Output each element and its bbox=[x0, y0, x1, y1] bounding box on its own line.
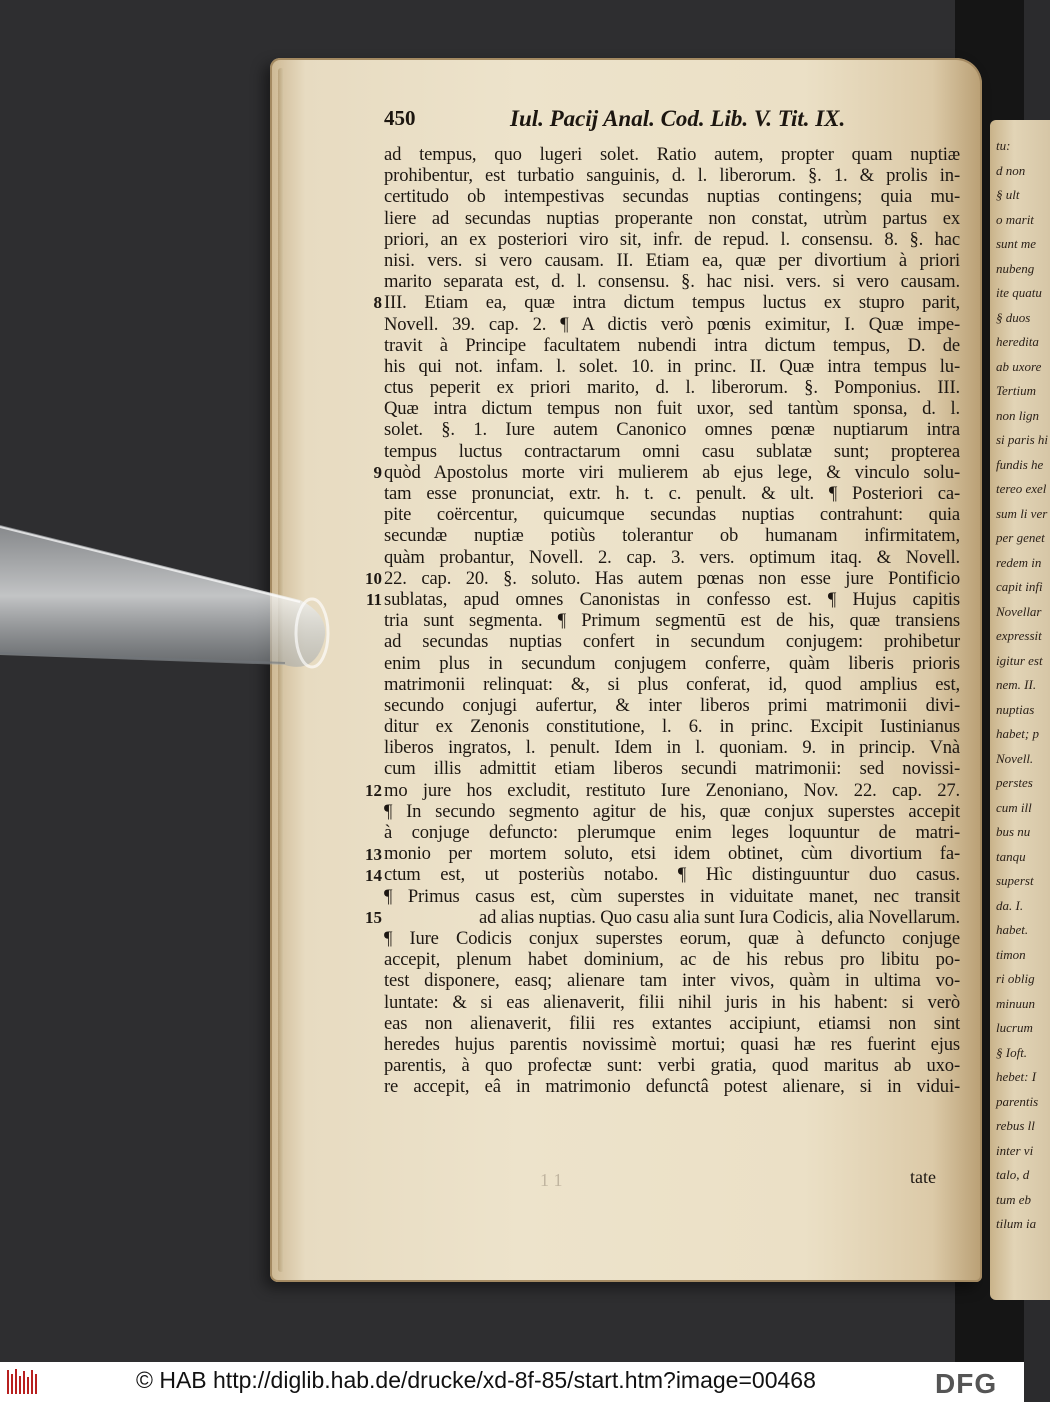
text-line: nisi. vers. si vero causam. II. Etiam ea, quæ per divortium à priori bbox=[384, 249, 960, 271]
adjacent-page-fragment: timon bbox=[996, 946, 1026, 962]
adjacent-page-fragment: ri oblig bbox=[996, 971, 1035, 986]
text-line: parentis, à quo profectæ sunt: verbi gratia, quod maritus ab uxo- bbox=[384, 1055, 960, 1077]
adjacent-page-fragment: Novellar bbox=[996, 603, 1042, 619]
adjacent-page-fragment: Tertium bbox=[996, 383, 1036, 398]
text-line: ¶ Primus casus est, cùm superstes in viduitate manet, nec transit bbox=[384, 885, 960, 907]
adjacent-page-fragment: ite quatu bbox=[996, 285, 1042, 300]
adjacent-page-fragment: non lign bbox=[996, 407, 1039, 423]
adjacent-page-fragment: habet. bbox=[996, 922, 1029, 937]
adjacent-page-fragment: tereo exel bbox=[996, 481, 1047, 496]
adjacent-page-fragment: si paris hi bbox=[996, 432, 1049, 447]
text-line: ¶ Iure Codicis conjux superstes eorum, quæ à defuncto conjuge bbox=[384, 927, 960, 949]
text-line: sublatas, apud omnes Canonistas in confesso est. ¶ Hujus capitis bbox=[384, 588, 960, 610]
bleed-through-marks: 1 1 bbox=[540, 1170, 563, 1190]
text-line: liberos ingratos, l. penult. Idem in l. quoniam. 9. in princip. Vnà bbox=[384, 737, 960, 759]
adjacent-page-fragment: sum li ver bbox=[996, 505, 1048, 521]
text-line: Quæ intra dictum tempus non fuit uxor, sed tantùm sponsa, d. l. bbox=[384, 398, 960, 420]
adjacent-page-fragment: minuun bbox=[996, 995, 1035, 1011]
adjacent-page-fragment: § ult bbox=[996, 187, 1020, 202]
text-line: prohibentur, est turbatio sanguinis, d. l. liberorum. §. 1. & prolis in- bbox=[384, 165, 960, 187]
text-line: quòd Apostolus morte viri mulierem ab ejus lege, & vinculo solu- bbox=[384, 461, 960, 483]
text-line: ¶ In secundo segmento agitur de his, quæ conjux superstes accepit bbox=[384, 800, 960, 822]
text-line: heredes hujus parentis novissimè mortui; quasi hæ res fuerint ejus bbox=[384, 1033, 960, 1055]
adjacent-page-fragment: lucrum bbox=[996, 1020, 1033, 1035]
text-line: ctum est, ut posteriùs notabo. ¶ Hìc distinguuntur duo casus. bbox=[384, 864, 960, 886]
adjacent-page-fragment: talo, d bbox=[996, 1167, 1030, 1182]
text-line: III. Etiam ea, quæ intra dictum tempus luctus ex stupro parit, bbox=[384, 292, 960, 314]
credit-link[interactable]: © HAB http://diglib.hab.de/drucke/xd-8f-85/start.htm?image=00468 bbox=[136, 1367, 816, 1393]
text-line: 22. cap. 20. §. soluto. Has autem pœnas non esse jure Pontificio bbox=[384, 567, 960, 589]
text-line: ditur ex Zenonis constitutione, l. 6. in princ. Excipit Iustinianus bbox=[384, 716, 960, 738]
text-line: matrimonii relinquat: &, si plus conferat, id, quod amplius est, bbox=[384, 673, 960, 695]
adjacent-page-fragment: § Ioft. bbox=[996, 1044, 1028, 1060]
margin-number: 11 bbox=[365, 590, 382, 610]
adjacent-page-fragment: igitur est bbox=[996, 652, 1043, 668]
adjacent-page-fragment: nuptias bbox=[996, 701, 1035, 717]
adjacent-page-fragment: redem in bbox=[996, 554, 1042, 570]
text-line: Novell. 39. cap. 2. ¶ A dictis verò pœnis eximitur, I. Quæ impe- bbox=[384, 313, 960, 335]
adjacent-page-fragment: heredita bbox=[996, 334, 1039, 349]
text-line: tempus luctus contractarum omni casu sublatæ sunt; propterea bbox=[384, 440, 960, 462]
margin-number: 15 bbox=[365, 908, 382, 928]
text-line: ad secundas nuptias confert in secundum conjugem: prohibetur bbox=[384, 631, 960, 653]
adjacent-page-fragment: capit infi bbox=[996, 579, 1043, 594]
adjacent-page-fragment: per genet bbox=[996, 530, 1045, 545]
text-line: test disponere, easq; alienare tam inter vivos, quàm in ultima vo- bbox=[384, 970, 960, 992]
adjacent-page-fragment: hebet: I bbox=[996, 1069, 1037, 1084]
text-line: pite coërcentur, quicumque secundas nuptias contrahunt: quia bbox=[384, 504, 960, 526]
text-line: ad tempus, quo lugeri solet. Ratio autem, propter quam nuptiæ bbox=[384, 144, 960, 165]
text-line: mo jure hos excludit, restituto Iure Zenoniano, Nov. 22. cap. 27. bbox=[384, 779, 960, 801]
page-number: 450 bbox=[384, 106, 416, 130]
text-line: enim plus in secundum conjugem conferre, quàm liberis prioris bbox=[384, 652, 960, 674]
text-line: his qui not. infam. l. solet. 10. in princ. II. Quæ intra tempus lu- bbox=[384, 355, 960, 377]
book-page bbox=[270, 58, 982, 1282]
adjacent-page-fragment: tum eb bbox=[996, 1191, 1032, 1207]
dfg-logo: DFG bbox=[935, 1368, 998, 1399]
catchword: tate bbox=[910, 1167, 936, 1187]
adjacent-page-fragment: inter vi bbox=[996, 1142, 1034, 1158]
text-line: ad alias nuptias. Quo casu alia sunt Iura Codicis, alia Novellarum. bbox=[478, 906, 960, 928]
adjacent-page-fragment: § duos bbox=[996, 309, 1031, 325]
margin-number: 14 bbox=[365, 865, 382, 885]
hab-barcode-logo-icon bbox=[6, 1368, 40, 1396]
adjacent-page-fragment: cum ill bbox=[996, 799, 1032, 815]
adjacent-page-fragment: ab uxore bbox=[996, 358, 1042, 374]
adjacent-page-fragment: tu: bbox=[996, 138, 1011, 153]
text-line: eas non alienaverit, filii res extantes accipiunt, etiamsi non sint bbox=[384, 1012, 960, 1034]
adjacent-page-fragment: sunt me bbox=[996, 236, 1037, 251]
adjacent-page-fragment: superst bbox=[996, 873, 1034, 888]
adjacent-page-fragment: habet; p bbox=[996, 726, 1039, 741]
text-line: secundo conjugi aufertur, & inter liberos primi matrimonii divi- bbox=[384, 694, 960, 716]
text-line: luntate: & si eas alienaverit, filii nihil juris in his habent: si verò bbox=[384, 991, 960, 1013]
text-line: re accepit, eâ in matrimonio defunctâ potest alienare, si in vidui- bbox=[384, 1076, 960, 1098]
adjacent-page-fragment: fundis he bbox=[996, 456, 1044, 472]
adjacent-page-fragment: tanqu bbox=[996, 848, 1026, 864]
glass-pointer bbox=[0, 505, 340, 680]
margin-number: 12 bbox=[365, 781, 382, 800]
text-line: accepit, plenum habet dominium, ac de his rebus pro libitu po- bbox=[384, 949, 960, 971]
text-line: solet. §. 1. Iure autem Canonico omnes pœnæ nuptiarum intra bbox=[384, 419, 960, 441]
margin-number: 13 bbox=[365, 844, 382, 864]
adjacent-page-fragment: d non bbox=[996, 162, 1026, 178]
margin-number: 9 bbox=[373, 463, 382, 482]
body-text bbox=[384, 144, 960, 1097]
text-line: cum illis admittit etiam liberos secundi matrimonii: sed novissi- bbox=[384, 758, 960, 780]
adjacent-page-fragment: tilum ia bbox=[996, 1216, 1037, 1231]
adjacent-page-fragment: expressit bbox=[996, 628, 1042, 643]
adjacent-page-fragment: da. I. bbox=[996, 897, 1024, 913]
adjacent-page-fragment: Novell. bbox=[996, 750, 1034, 766]
adjacent-page-fragment: rebus ll bbox=[996, 1118, 1035, 1133]
text-line: marito separata est, d. l. consensu. §. hac nisi. vers. si vero causam. bbox=[384, 271, 960, 293]
adjacent-page-fragment: nem. II. bbox=[996, 677, 1037, 692]
text-line: certitudo ob intempestivas secundas nuptias contingens; quia mu- bbox=[384, 186, 960, 208]
adjacent-page-fragment: bus nu bbox=[996, 824, 1031, 839]
running-head: Iul. Pacij Anal. Cod. Lib. V. Tit. IX. bbox=[510, 106, 846, 131]
margin-number: 10 bbox=[365, 569, 382, 588]
margin-number: 8 bbox=[373, 293, 382, 313]
text-line: quàm probantur, Novell. 2. cap. 3. vers. optimum itaq. & Novell. bbox=[384, 546, 960, 568]
adjacent-page-fragment: perstes bbox=[996, 775, 1033, 790]
text-line: priori, an ex posteriori viro sit, infr. de repud. l. consensu. 8. §. hac bbox=[384, 228, 960, 250]
adjacent-page-fragment: o marit bbox=[996, 211, 1034, 227]
text-line: secundæ nuptiæ potiùs tolerantur ob humanam infirmitatem, bbox=[384, 525, 960, 547]
text-line: à conjuge defuncto: plerumque enim leges loquuntur de matri- bbox=[384, 822, 960, 843]
page-header bbox=[384, 106, 944, 138]
footer-bar bbox=[0, 1362, 1024, 1402]
text-line: ctus peperit ex priori marito, d. l. liberorum. §. Pomponius. III. bbox=[384, 377, 960, 399]
text-line: monio per mortem soluto, etsi idem obtinet, cùm divortium fa- bbox=[384, 843, 960, 865]
text-line: tria sunt segmenta. ¶ Primum segmentū est de his, quæ transiens bbox=[384, 610, 960, 632]
text-line: tam esse pronunciat, extr. h. t. c. penult. & ult. ¶ Posteriori ca- bbox=[384, 483, 960, 504]
text-line: liere ad secundas nuptias properante non constat, utrùm partus ex bbox=[384, 207, 960, 229]
text-line: travit à Principe facultatem nubendi intra dictum tempus, D. de bbox=[384, 334, 960, 356]
adjacent-page-fragment: parentis bbox=[996, 1093, 1039, 1109]
adjacent-page-fragment: nubeng bbox=[996, 260, 1035, 276]
